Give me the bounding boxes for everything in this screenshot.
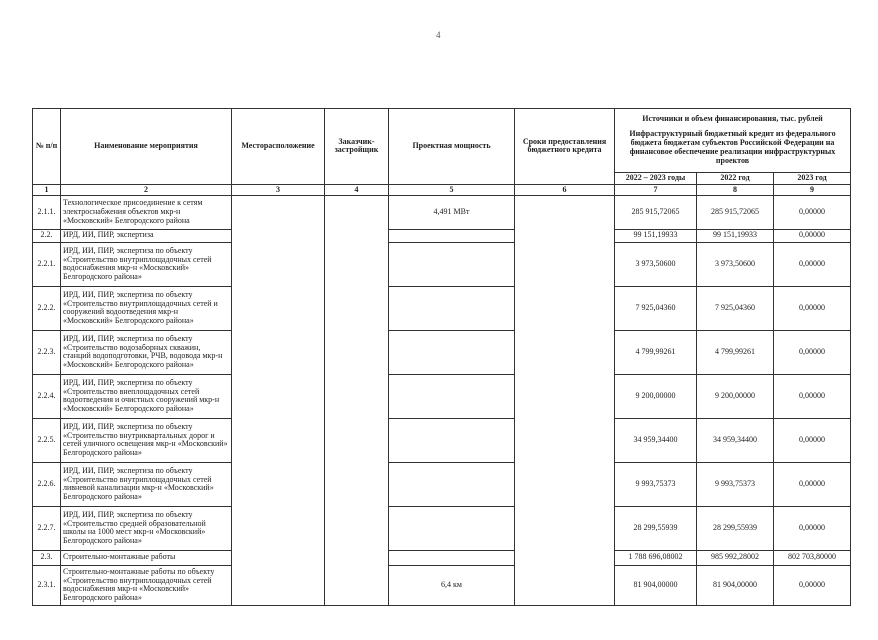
colnum: 9 xyxy=(774,184,851,195)
row-number: 2.2.3. xyxy=(33,330,61,374)
row-capacity xyxy=(389,330,515,374)
customer-cell xyxy=(325,195,389,605)
table-row xyxy=(33,506,851,550)
colnum: 1 xyxy=(33,184,61,195)
header-year-2022: 2022 год xyxy=(697,173,774,185)
row-name: Строительно-монтажные работы по объекту «Строительство внутриплощадочных сетей водоснабжения мкр-н «Московский» Белгородского района» xyxy=(61,565,232,605)
colnum: 3 xyxy=(232,184,325,195)
row-total: 7 925,04360 xyxy=(615,286,697,330)
header-location: Месторасположение xyxy=(232,109,325,185)
header-capacity: Проектная мощность xyxy=(389,109,515,185)
row-2023: 0,00000 xyxy=(774,286,851,330)
column-number-row xyxy=(33,184,851,195)
row-name: ИРД, ИИ, ПИР, экспертиза по объекту «Строительство внутриплощадочных сетей ливневой канализации мкр-н «Московский» Белгородского района» xyxy=(61,462,232,506)
row-total: 9 993,75373 xyxy=(615,462,697,506)
row-2022: 285 915,72065 xyxy=(697,195,774,229)
row-name: ИРД, ИИ, ПИР, экспертиза по объекту «Строительство внутриплощадочных сетей и сооружений водоотведения мкр-н «Московский» Белгородского района» xyxy=(61,286,232,330)
colnum: 7 xyxy=(615,184,697,195)
row-capacity xyxy=(389,242,515,286)
row-name: Строительно-монтажные работы xyxy=(61,550,232,565)
row-total: 81 904,00000 xyxy=(615,565,697,605)
terms-cell xyxy=(515,195,615,605)
row-capacity: 4,491 МВт xyxy=(389,195,515,229)
page-number: 4 xyxy=(436,30,441,40)
row-2022: 7 925,04360 xyxy=(697,286,774,330)
row-total: 28 299,55939 xyxy=(615,506,697,550)
table-row xyxy=(33,550,851,565)
header-customer: Заказчик-застройщик xyxy=(325,109,389,185)
row-2023: 0,00000 xyxy=(774,374,851,418)
row-number: 2.1.1. xyxy=(33,195,61,229)
table-row xyxy=(33,374,851,418)
row-2023: 0,00000 xyxy=(774,506,851,550)
row-2022: 9 200,00000 xyxy=(697,374,774,418)
row-number: 2.2. xyxy=(33,229,61,242)
colnum: 2 xyxy=(61,184,232,195)
row-total: 285 915,72065 xyxy=(615,195,697,229)
row-2022: 3 973,50600 xyxy=(697,242,774,286)
row-2022: 99 151,19933 xyxy=(697,229,774,242)
row-2022: 9 993,75373 xyxy=(697,462,774,506)
row-capacity xyxy=(389,229,515,242)
row-2022: 81 904,00000 xyxy=(697,565,774,605)
table-row xyxy=(33,195,851,229)
row-number: 2.2.1. xyxy=(33,242,61,286)
row-number: 2.2.5. xyxy=(33,418,61,462)
row-2023: 0,00000 xyxy=(774,242,851,286)
row-2023: 0,00000 xyxy=(774,565,851,605)
header-num: № п/п xyxy=(33,109,61,185)
row-total: 1 788 696,08002 xyxy=(615,550,697,565)
row-2023: 0,00000 xyxy=(774,195,851,229)
colnum: 6 xyxy=(515,184,615,195)
table-row xyxy=(33,286,851,330)
header-year-2022-2023: 2022 – 2023 годы xyxy=(615,173,697,185)
row-capacity xyxy=(389,374,515,418)
row-capacity xyxy=(389,286,515,330)
row-capacity xyxy=(389,462,515,506)
row-name: Технологическое присоединение к сетям электроснабжения объектов мкр-н «Московский» Белгородского района xyxy=(61,195,232,229)
row-total: 9 200,00000 xyxy=(615,374,697,418)
row-name: ИРД, ИИ, ПИР, экспертиза по объекту «Строительство внеплощадочных сетей водоотведения и очистных сооружений мкр-н «Московский» Белгородского района» xyxy=(61,374,232,418)
table-row xyxy=(33,242,851,286)
row-2022: 28 299,55939 xyxy=(697,506,774,550)
row-capacity xyxy=(389,506,515,550)
row-total: 99 151,19933 xyxy=(615,229,697,242)
row-number: 2.3. xyxy=(33,550,61,565)
row-number: 2.2.4. xyxy=(33,374,61,418)
row-capacity xyxy=(389,418,515,462)
financing-table xyxy=(32,108,851,606)
credit-title: Инфраструктурный бюджетный кредит из федерального бюджета бюджетам субъектов Российской Федерации на финансовое обеспечение реализации инфраструктурных проектов xyxy=(629,129,836,165)
row-capacity xyxy=(389,550,515,565)
header-sources xyxy=(615,109,851,173)
row-2022: 4 799,99261 xyxy=(697,330,774,374)
table-row xyxy=(33,462,851,506)
table-row xyxy=(33,418,851,462)
row-2023: 0,00000 xyxy=(774,229,851,242)
table-row xyxy=(33,565,851,605)
table-row xyxy=(33,330,851,374)
header-year-2023: 2023 год xyxy=(774,173,851,185)
row-name: ИРД, ИИ, ПИР, экспертиза по объекту «Строительство водозаборных скважин, станций водоподготовки, РЧВ, водовода мкр-н «Московский» Белгородского района» xyxy=(61,330,232,374)
row-2023: 0,00000 xyxy=(774,418,851,462)
row-number: 2.3.1. xyxy=(33,565,61,605)
row-total: 3 973,50600 xyxy=(615,242,697,286)
row-number: 2.2.7. xyxy=(33,506,61,550)
header-name: Наименование мероприятия xyxy=(61,109,232,185)
colnum: 5 xyxy=(389,184,515,195)
colnum: 4 xyxy=(325,184,389,195)
row-2022: 34 959,34400 xyxy=(697,418,774,462)
row-name: ИРД, ИИ, ПИР, экспертиза по объекту «Строительство внутриквартальных дорог и сетей уличного освещения мкр-н «Московский» Белгородского района» xyxy=(61,418,232,462)
row-2023: 0,00000 xyxy=(774,330,851,374)
row-number: 2.2.2. xyxy=(33,286,61,330)
colnum: 8 xyxy=(697,184,774,195)
row-number: 2.2.6. xyxy=(33,462,61,506)
row-name: ИРД, ИИ, ПИР, экспертиза xyxy=(61,229,232,242)
row-2022: 985 992,28002 xyxy=(697,550,774,565)
table-row xyxy=(33,229,851,242)
row-total: 34 959,34400 xyxy=(615,418,697,462)
row-name: ИРД, ИИ, ПИР, экспертиза по объекту «Строительство средней образовательной школы на 1000 мест мкр-н «Московский» Белгородского района» xyxy=(61,506,232,550)
location-cell xyxy=(232,195,325,605)
row-name: ИРД, ИИ, ПИР, экспертиза по объекту «Строительство внутриплощадочных сетей водоснабжения мкр-н «Московский» Белгородского района» xyxy=(61,242,232,286)
row-2023: 0,00000 xyxy=(774,462,851,506)
row-2023: 802 703,80000 xyxy=(774,550,851,565)
header-terms: Сроки предоставления бюджетного кредита xyxy=(515,109,615,185)
row-total: 4 799,99261 xyxy=(615,330,697,374)
row-capacity: 6,4 км xyxy=(389,565,515,605)
sources-title: Источники и объем финансирования, тыс. рублей xyxy=(642,114,823,124)
